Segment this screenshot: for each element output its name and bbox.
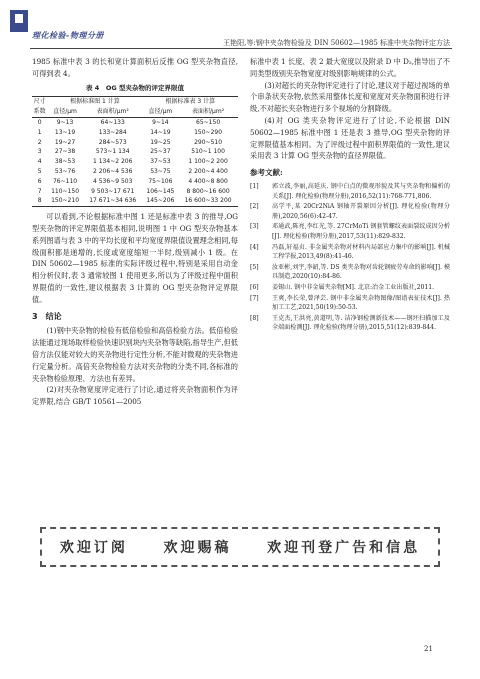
table-cell: 38~53 bbox=[54, 158, 76, 166]
table-column-header: 系数 bbox=[33, 108, 46, 116]
table-cell: 5 bbox=[37, 167, 42, 175]
table-cell: 290~510 bbox=[194, 138, 223, 146]
table-cell: 3 bbox=[37, 148, 42, 156]
section-title: 3 结论 bbox=[32, 311, 62, 321]
reference-item bbox=[250, 202, 450, 221]
table-cell: 76~110 bbox=[52, 177, 78, 185]
table-cell: 4 bbox=[37, 158, 42, 166]
reference-text: 郭立波,李丽,高延庆. 钢中白点的微观形貌及其与夹杂物和偏析的关系[J]. 理化检验(物理分册),2016,52(11):768-771,806. bbox=[272, 182, 450, 200]
reference-number: [7] bbox=[250, 294, 259, 302]
reference-text: 王克杰,王洪亮,黄道明,等. 洁净钢检测新技术——钢坯扫描加工及全端面检测[J]. 理化检验(物理分册),2015,51(12):839-844. bbox=[272, 314, 450, 332]
journal-logo-text: 理化检验-物理分册 bbox=[32, 31, 104, 40]
table-cell: 27~38 bbox=[54, 148, 76, 156]
table-group-header: 根据标准表 3 计算 bbox=[165, 98, 216, 106]
table-cell: 75~106 bbox=[148, 177, 173, 185]
table-row bbox=[32, 138, 238, 148]
reference-item bbox=[250, 314, 450, 333]
references-list bbox=[250, 182, 450, 333]
page-number: 21 bbox=[424, 645, 433, 653]
table-column-header: 表面积/μm² bbox=[192, 108, 225, 116]
conclusion-paragraph-3: (3)对超长的夹杂物评定进行了讨论,建议对于超过视场的单个串条状夹杂物,依然采用整体长度和宽度对夹杂物面积进行评级,不对超长夹杂物进行多个视场的分割降级。 bbox=[250, 80, 450, 114]
table-cell: 106~145 bbox=[146, 187, 175, 195]
conclusion-paragraph-2: (2)对夹杂物宽度评定进行了讨论,通过将夹杂物面积作为评定界限,结合 GB/T 10561—2005 bbox=[32, 385, 238, 407]
table-row bbox=[32, 157, 238, 167]
table-cell: 25~37 bbox=[150, 148, 171, 156]
table-column-header: 表面积/μm² bbox=[96, 108, 129, 116]
table-body bbox=[32, 117, 238, 206]
table-cell: 4 400~8 800 bbox=[188, 177, 228, 185]
table-cell: 4 536~9 503 bbox=[93, 177, 133, 185]
table-row bbox=[32, 187, 238, 197]
table-row bbox=[32, 177, 238, 187]
table-column-header: 直径/μm bbox=[148, 108, 173, 116]
table-group-header: 尺寸 bbox=[33, 98, 46, 106]
table-cell: 9 503~17 671 bbox=[91, 187, 135, 195]
table-row bbox=[32, 167, 238, 177]
continued-paragraph: 标准中表 1 长度、表 2 最大宽度以及附录 D 中 D₂,推导出了不同类型级别夹杂物宽度对级别影响规律的公式。 bbox=[250, 57, 450, 78]
header-divider bbox=[30, 48, 452, 49]
table-cell: 16 600~33 200 bbox=[184, 197, 232, 205]
table-cell: 110~150 bbox=[51, 187, 80, 195]
reference-text: 姜锡山. 钢中非金属夹杂物[M]. 北京:冶金工业出版社,2011. bbox=[272, 283, 435, 291]
journal-logo-icon bbox=[10, 10, 28, 32]
table-cell: 510~1 100 bbox=[191, 148, 225, 156]
reference-text: 高学平,某 20Cr2NiA 钢轴开裂原因分析[J]. 理化检验(物理分册),2020,56(6):42-47. bbox=[272, 203, 450, 220]
table-cell: 37~53 bbox=[150, 158, 171, 166]
table-row bbox=[32, 147, 238, 157]
reference-text: 王爽,李长荣,曾泽芸. 钢中非金属夹杂物图像/图谱表征技术[J]. 热加工工艺,2021,50(19):50-53. bbox=[272, 294, 450, 312]
table-cell: 145~206 bbox=[146, 197, 175, 205]
table-cell: 150~290 bbox=[194, 128, 223, 136]
table-cell: 9~14 bbox=[152, 118, 169, 126]
right-column bbox=[250, 56, 450, 334]
references-title: 参考文献: bbox=[250, 168, 283, 178]
running-title: 王艳阳,等:钢中夹杂物检验及 DIN 50602—1985 标准中夹杂物评定方法 bbox=[223, 39, 450, 47]
table-column-header: 直径/μm bbox=[53, 108, 77, 116]
table-cell: 17 671~34 636 bbox=[89, 197, 137, 205]
table-cell: 65~150 bbox=[196, 118, 221, 126]
og-threshold-table bbox=[32, 96, 238, 207]
table-cell: 7 bbox=[37, 187, 42, 195]
banner-subscribe: 欢迎订阅 bbox=[59, 540, 128, 556]
table-cell: 573~1 134 bbox=[95, 148, 130, 156]
left-column bbox=[32, 56, 238, 408]
reference-number: [5] bbox=[250, 263, 259, 271]
table-group-header: 根据标准图 1 计算 bbox=[70, 98, 120, 106]
table-cell: 9~13 bbox=[56, 118, 74, 126]
table-caption: 表 4 OG 型夹杂物的评定界限值 bbox=[86, 83, 184, 92]
table-cell: 0 bbox=[37, 118, 42, 126]
table-cell: 53~75 bbox=[150, 167, 171, 175]
table-cell: 1 bbox=[37, 128, 42, 136]
table-row bbox=[32, 117, 238, 127]
table-cell: 1 100~2 200 bbox=[188, 158, 228, 166]
reference-item bbox=[250, 263, 450, 282]
analysis-paragraph: 可以看到,不论根据标准中图 1 还是标准中表 3 的推导,OG 型夹杂物的评定界限值基本相同,说明图 1 中 OG 型夹杂物基本系列图谱与表 3 中的平均长度和平均宽度界限值设置理念相同,每级面积都是递增的,长度或宽度缩短一半时,级别减小 1 级。在 DIN 50602—1985 标准的实际评级过程中,特别是采用自动金相分析仪时,表 3 通常较图 1 使用更多,所以为了评级过程中面积界限值的一致性,建议根据表 3 计算的 OG 型夹杂物评定界限值。 bbox=[32, 212, 238, 304]
table-cell: 133~284 bbox=[98, 128, 127, 136]
table-cell: 13~19 bbox=[54, 128, 76, 136]
promo-banner bbox=[40, 527, 440, 567]
reference-number: [3] bbox=[250, 223, 259, 231]
reference-text: 邓通武,陈亮,李红光,等. 27CrMoTi 钢套管螺纹表面裂纹成因分析[J]. 理化检验(物理分册),2017,53(11):829-832. bbox=[272, 223, 450, 240]
reference-item bbox=[250, 283, 450, 293]
reference-item bbox=[250, 294, 450, 313]
table-row bbox=[32, 196, 238, 206]
reference-item bbox=[250, 222, 450, 241]
reference-number: [1] bbox=[250, 182, 259, 190]
reference-item bbox=[250, 182, 450, 201]
table-row bbox=[32, 128, 238, 138]
banner-advertise: 欢迎刊登广告和信息 bbox=[267, 540, 421, 556]
table-cell: 19~27 bbox=[54, 138, 76, 146]
reference-number: [6] bbox=[250, 283, 259, 291]
conclusion-paragraph-1: (1)钢中夹杂物的检验有低倍检验和高倍检验方法。低倍检验法能通过现场取样检验快速识别块内夹杂物等缺陷,指导生产,但低倍方法仅能对较大的夹杂物进行定性分析,不能对微观的夹杂物进行定量分析。高倍夹杂物检验方法对夹杂物的分类不同,各标准的夹杂物检验原理、方法也有差异。 bbox=[32, 326, 238, 383]
reference-number: [2] bbox=[250, 203, 259, 211]
banner-submit: 欢迎赐稿 bbox=[163, 540, 232, 556]
table-cell: 6 bbox=[37, 177, 42, 185]
table-cell: 8 800~16 600 bbox=[186, 187, 230, 195]
conclusion-paragraph-4: (4)对 OG 类夹杂物评定进行了讨论,不论根据 DIN 50602—1985 标准中图 1 还是表 3 推导,OG 型夹杂物的评定界限值基本相同。为了评级过程中面积界限值的一致性,建议采用表 3 计算 OG 型夹杂物的直径界限值。 bbox=[250, 115, 450, 161]
page-header bbox=[0, 0, 480, 46]
table-cell: 19~25 bbox=[150, 138, 171, 146]
table-cell: 64~133 bbox=[100, 118, 125, 126]
table-cell: 284~573 bbox=[98, 138, 127, 146]
table-cell: 2 206~4 536 bbox=[93, 167, 133, 175]
table-cell: 1 134~2 206 bbox=[93, 158, 133, 166]
table-cell: 2 200~4 400 bbox=[188, 167, 228, 175]
table-cell: 8 bbox=[37, 197, 42, 205]
table-cell: 53~76 bbox=[54, 167, 76, 175]
reference-text: 冯磊,轩福贞. 非金属夹杂物对材料内局部应力集中的影响[J]. 机械工程学报,2013,49(8):41-46. bbox=[272, 243, 450, 261]
intro-paragraph: 1985 标准中表 3 的长和宽计算面积后反推 OG 型夹杂物直径,可得到表 4。 bbox=[32, 57, 238, 78]
reference-number: [4] bbox=[250, 243, 259, 251]
reference-item bbox=[250, 243, 450, 262]
table-cell: 150~210 bbox=[51, 197, 80, 205]
reference-text: 汝亚彬,刘宇,李韶,等. DS 类夹杂物对齿轮钢疲劳寿命的影响[J]. 模具制造,2020(10):84-86. bbox=[272, 263, 451, 281]
table-cell: 2 bbox=[37, 138, 42, 146]
reference-number: [8] bbox=[250, 314, 259, 322]
table-cell: 14~19 bbox=[150, 128, 171, 136]
